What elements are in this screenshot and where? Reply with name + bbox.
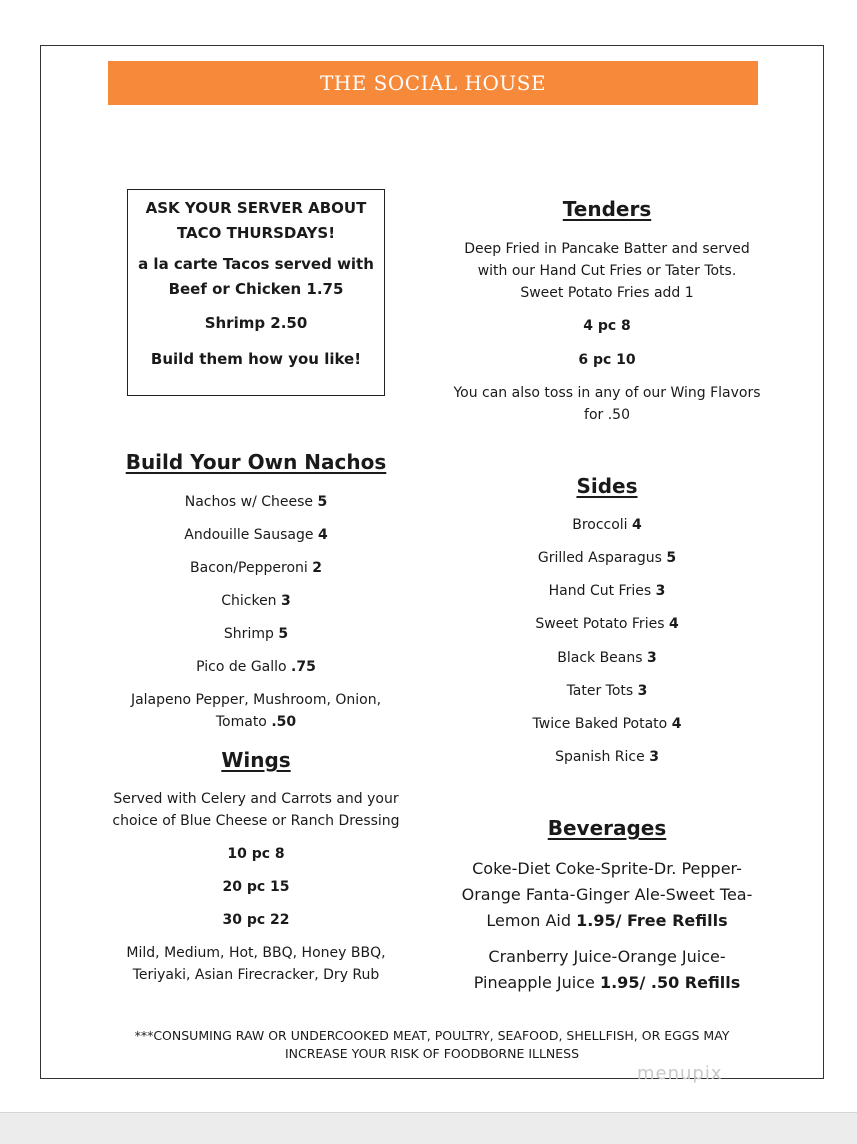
warning-line: ***CONSUMING RAW OR UNDERCOOKED MEAT, POULTRY, SEAFOOD, SHELLFISH, OR EGGS MAY: [134, 1028, 730, 1043]
menu-item: [96, 623, 416, 645]
item-price: 4: [668, 616, 679, 632]
item-price: .50: [271, 714, 297, 730]
food-safety-warning: [60, 1027, 804, 1063]
menu-item: [96, 656, 416, 678]
item-price: 4: [317, 527, 328, 543]
item-name: Grilled Asparagus: [537, 550, 662, 566]
item-price: 5: [317, 494, 328, 510]
item-name: Tomato: [215, 714, 267, 730]
tenders-toss: for .50: [584, 407, 630, 423]
scan-edge: [0, 1112, 857, 1144]
side-item: [447, 713, 767, 735]
nachos-extra-line: Jalapeno Pepper, Mushroom, Onion,: [130, 692, 382, 708]
beverages-heading: Beverages: [547, 816, 667, 840]
item-price: 3: [281, 593, 291, 609]
wing-size: 10 pc 8: [227, 846, 285, 862]
side-item: [447, 680, 767, 702]
nachos-heading: Build Your Own Nachos: [125, 450, 387, 474]
item-price: 5: [278, 626, 289, 642]
item-name: Andouille Sausage: [184, 527, 314, 543]
item-name: Nachos w/ Cheese: [184, 494, 314, 510]
item-price: 4: [632, 517, 642, 533]
item-price: .75: [291, 659, 316, 675]
sides-heading: Sides: [576, 474, 638, 498]
item-name: Pico de Gallo: [196, 659, 287, 675]
wing-flavors: Teriyaki, Asian Firecracker, Dry Rub: [132, 967, 380, 983]
menu-item: [96, 524, 416, 546]
wing-size: 30 pc 22: [222, 912, 290, 928]
side-item: [447, 580, 767, 602]
item-name: Hand Cut Fries: [548, 583, 652, 599]
tenders-description: Deep Fried in Pancake Batter and served: [464, 241, 750, 257]
beverage-juices: Cranberry Juice-Orange Juice-: [488, 947, 726, 966]
side-item: [447, 613, 767, 635]
beverage-juices: [447, 971, 767, 995]
menu-title-banner: [108, 61, 758, 105]
promo-line: a la carte Tacos served with Beef or Chicken 1.75: [138, 255, 374, 298]
wing-size: 20 pc 15: [222, 879, 290, 895]
item-name: Black Beans: [557, 650, 643, 666]
side-item: [447, 547, 767, 569]
menupix-watermark: menupix: [637, 1063, 723, 1084]
side-item: [447, 647, 767, 669]
tender-size: 4 pc 8: [583, 318, 631, 334]
item-price: 1.95/ .50 Refills: [599, 973, 741, 992]
restaurant-name: THE SOCIAL HOUSE: [319, 71, 547, 95]
nachos-extra-line: [96, 711, 416, 733]
item-price: 4: [671, 716, 682, 732]
tenders-toss: You can also toss in any of our Wing Flavors: [453, 385, 761, 401]
wings-heading: Wings: [221, 748, 291, 772]
beverage-sodas: Orange Fanta-Ginger Ale-Sweet Tea-: [461, 885, 753, 904]
tenders-description: Sweet Potato Fries add 1: [520, 285, 694, 301]
item-name: Shrimp: [223, 626, 274, 642]
item-price: 3: [655, 583, 666, 599]
warning-line: INCREASE YOUR RISK OF FOODBORNE ILLNESS: [284, 1046, 580, 1061]
item-price: 3: [649, 749, 659, 765]
menu-item: [96, 557, 416, 579]
menu-item: [96, 590, 416, 612]
beverage-sodas: [447, 909, 767, 933]
menu-item: [96, 491, 416, 513]
side-item: [447, 746, 767, 768]
tender-size: 6 pc 10: [578, 352, 636, 368]
item-name: Twice Baked Potato: [532, 716, 668, 732]
beverage-sodas: Coke-Diet Coke-Sprite-Dr. Pepper-: [472, 859, 742, 878]
side-item: [447, 514, 767, 536]
item-price: 5: [666, 550, 677, 566]
wings-description: choice of Blue Cheese or Ranch Dressing: [112, 813, 400, 829]
item-name: Tater Tots: [566, 683, 634, 699]
item-name: Bacon/Pepperoni: [190, 560, 308, 576]
wings-description: Served with Celery and Carrots and your: [113, 791, 399, 807]
promo-line: Shrimp 2.50: [204, 314, 308, 332]
item-price: 1.95/ Free Refills: [576, 911, 728, 930]
item-price: 3: [647, 650, 657, 666]
tenders-heading: Tenders: [562, 197, 652, 221]
promo-line: ASK YOUR SERVER ABOUT TACO THURSDAYS!: [145, 199, 367, 242]
tenders-description: with our Hand Cut Fries or Tater Tots.: [477, 263, 737, 279]
item-price: 2: [312, 560, 322, 576]
item-name: Spanish Rice: [555, 749, 645, 765]
promo-line: Build them how you like!: [150, 350, 362, 368]
item-name: Lemon Aid: [486, 911, 572, 930]
item-name: Chicken: [221, 593, 277, 609]
wing-flavors: Mild, Medium, Hot, BBQ, Honey BBQ,: [126, 945, 386, 961]
item-name: Sweet Potato Fries: [535, 616, 665, 632]
taco-thursday-promo: [127, 189, 385, 396]
item-name: Broccoli: [572, 517, 628, 533]
item-name: Pineapple Juice: [473, 973, 595, 992]
item-price: 3: [637, 683, 648, 699]
